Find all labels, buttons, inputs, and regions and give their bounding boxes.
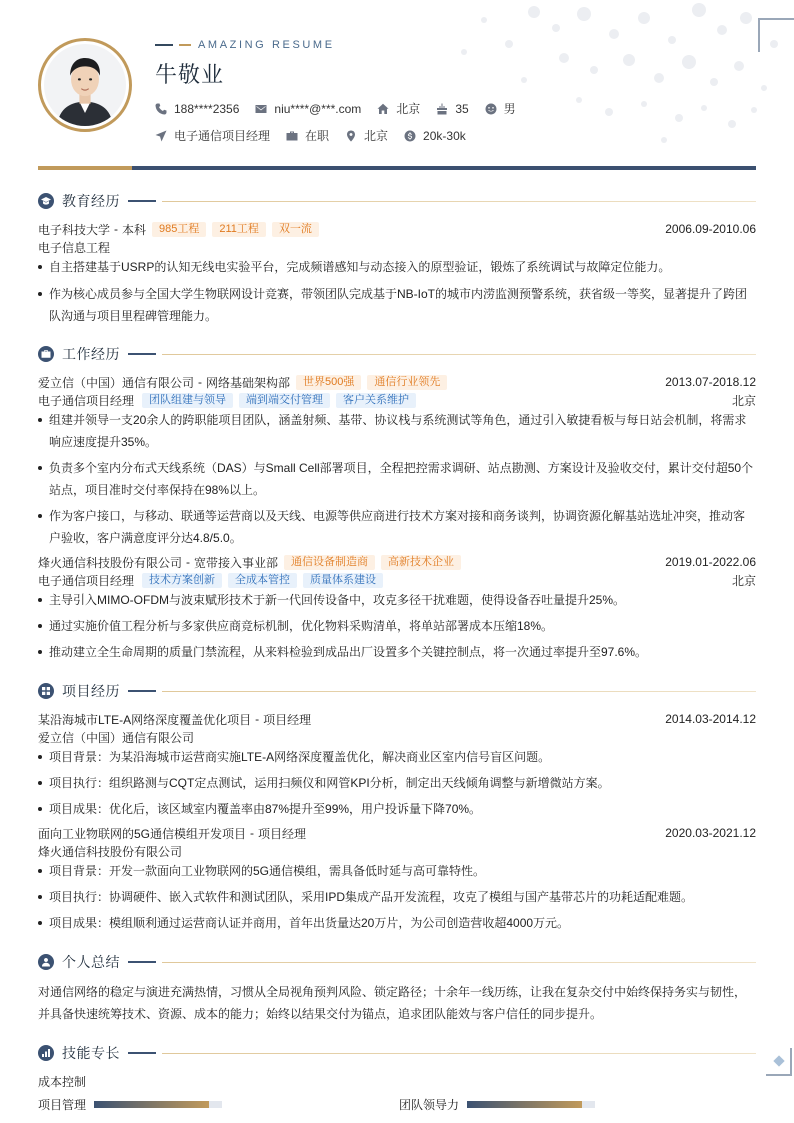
work-city: 北京 xyxy=(731,393,756,408)
list-item: 项目成果：模组顺利通过运营商认证并商用，首年出货量达20万片，为公司创造营收超4000万元。 xyxy=(38,912,756,934)
job-intent-row xyxy=(155,127,482,144)
home-icon xyxy=(377,103,389,115)
list-item: 通过实施价值工程分析与多家供应商竞标机制，优化物料采购清单，将单站部署成本压缩18%。 xyxy=(38,615,756,637)
list-item: 主导引入MIMO-OFDM与波束赋形技术于新一代回传设备中，攻克多径干扰难题，使得设备吞吐量提升25%。 xyxy=(38,589,756,611)
section-line-light xyxy=(162,201,756,202)
send-icon xyxy=(155,130,167,142)
status-text: 在职 xyxy=(305,129,330,143)
contact-info-row xyxy=(155,100,532,117)
email-text: niu****@***.com xyxy=(274,101,362,116)
section-line-dark xyxy=(128,961,156,963)
list-item: 自主搭建基于USRP的认知无线电实验平台，完成频谱感知与动态接入的原型验证，锻炼了系统调试与故障定位能力。 xyxy=(38,256,756,278)
work-title: 工作经历 xyxy=(62,346,120,362)
gender-item xyxy=(485,100,516,117)
graduation-cap-icon xyxy=(38,193,54,209)
education-section-header xyxy=(38,192,756,210)
project-company-row xyxy=(38,843,756,859)
salary-item xyxy=(404,129,466,143)
summary-section-header xyxy=(38,953,756,971)
project-name: 某沿海城市LTE-A网络深度覆盖优化项目 xyxy=(38,712,252,727)
list-item: 项目背景：开发一款面向工业物联网的5G通信模组，需具备低时延与高可靠特性。 xyxy=(38,860,756,882)
gender-text: 男 xyxy=(503,102,516,116)
project-date: 2020.03-2021.12 xyxy=(665,826,756,840)
role-tag: 技术方案创新 xyxy=(142,573,222,588)
role-tag: 客户关系维护 xyxy=(336,393,416,408)
major: 电子信息工程 xyxy=(38,240,111,255)
position-item xyxy=(155,127,270,144)
list-item: 组建并领导一支20余人的跨职能项目团队，涵盖射频、基带、协议栈与系统测试等角色，通过引入敏捷看板与每日站会机制，将需求响应速度提升35%。 xyxy=(38,409,756,453)
location-text: 北京 xyxy=(396,102,421,116)
cake-icon xyxy=(436,103,448,115)
age-text: 35 xyxy=(455,101,469,116)
work-role-row xyxy=(38,572,756,588)
education-title: 教育经历 xyxy=(62,193,120,209)
list-item: 作为核心成员参与全国大学生物联网设计竞赛，带领团队完成基于NB-IoT的城市内涝监测预警系统，获省级一等奖，显著提升了跨团队沟通与项目里程碑管理能力。 xyxy=(38,283,756,327)
section-line-light xyxy=(162,1053,756,1054)
section-line-dark xyxy=(128,200,156,202)
company-tag: 通信行业领先 xyxy=(367,375,447,390)
phone-item xyxy=(155,102,239,116)
company-name: 烽火通信科技股份有限公司 xyxy=(38,555,183,570)
work-company-row: 烽火通信科技股份有限公司 - 宽带接入事业部 通信设备制造商 高新技术企业 2019.01-2022.06 xyxy=(38,555,756,570)
school-tag: 985工程 xyxy=(152,222,206,237)
role-tag: 全成本管控 xyxy=(228,573,297,588)
skill-label: 成本控制 xyxy=(38,1075,87,1089)
project-row: 某沿海城市LTE-A网络深度覆盖优化项目 - 项目经理 2014.03-2014.12 xyxy=(38,712,756,727)
target-city-item xyxy=(345,127,388,144)
company-name: 爱立信（中国）通信有限公司 xyxy=(38,375,195,390)
section-line-light xyxy=(162,354,756,355)
list-item: 项目执行：组织路测与CQT定点测试，运用扫频仪和网管KPI分析，制定出天线倾角调整与新增微站方案。 xyxy=(38,772,756,794)
project-row: 面向工业物联网的5G通信模组开发项目 - 项目经理 2020.03-2021.12 xyxy=(38,826,756,841)
school-name: 电子科技大学 xyxy=(38,222,111,237)
education-row: 电子科技大学 - 本科 985工程 211工程 双一流 2006.09-2010.06 xyxy=(38,222,756,237)
email-item xyxy=(255,102,361,116)
salary-text: 20k-30k xyxy=(423,128,466,143)
skill-name: 团队领导力 xyxy=(399,1098,460,1112)
project-name: 面向工业物联网的5G通信模组开发项目 xyxy=(38,826,247,841)
email-icon xyxy=(255,103,267,115)
briefcase-icon xyxy=(38,346,54,362)
degree: 本科 xyxy=(122,222,147,237)
section-line-light xyxy=(162,691,756,692)
section-line-light xyxy=(162,962,756,963)
project-date: 2014.03-2014.12 xyxy=(665,712,756,726)
list-item: 项目背景：为某沿海城市运营商实施LTE-A网络深度覆盖优化，解决商业区室内信号盲区问题。 xyxy=(38,746,756,768)
school-tag: 双一流 xyxy=(272,222,319,237)
skill-name: 项目管理 xyxy=(38,1098,87,1112)
role-tag: 质量体系建设 xyxy=(303,573,383,588)
section-line-dark xyxy=(128,353,156,355)
skill-item xyxy=(399,1096,595,1113)
tagline-line-gold xyxy=(179,44,191,46)
summary-title: 个人总结 xyxy=(62,954,120,970)
work-role-row xyxy=(38,392,756,408)
skill-bar-fill xyxy=(94,1101,209,1108)
project-role: 项目经理 xyxy=(258,826,307,841)
job-title: 电子通信项目经理 xyxy=(38,573,135,588)
map-pin-icon xyxy=(345,130,357,142)
department: 宽带接入事业部 xyxy=(194,555,279,570)
avatar xyxy=(38,38,132,132)
skill-item xyxy=(38,1096,222,1113)
money-icon xyxy=(404,130,416,142)
corner-decoration-top xyxy=(758,18,794,52)
list-item: 项目执行：协调硬件、嵌入式软件和测试团队，采用IPD集成产品开发流程，攻克了模组与国产基带芯片的功耗适配难题。 xyxy=(38,886,756,908)
work-date: 2019.01-2022.06 xyxy=(665,555,756,569)
position-text: 电子通信项目经理 xyxy=(174,129,271,143)
smile-icon xyxy=(485,103,497,115)
work-city: 北京 xyxy=(731,573,756,588)
company-tag: 世界500强 xyxy=(296,375,361,390)
project-role: 项目经理 xyxy=(263,712,312,727)
project-company-row xyxy=(38,729,756,745)
briefcase-icon xyxy=(286,130,298,142)
list-item: 项目成果：优化后，该区域室内覆盖率由87%提升至99%，用户投诉量下降70%。 xyxy=(38,798,756,820)
header-divider xyxy=(38,166,756,170)
list-item: 推动建立全生命周期的质量门禁流程，从来料检验到成品出厂设置多个关键控制点，将一次通过率提升至97.6%。 xyxy=(38,641,756,663)
major-row xyxy=(38,239,756,255)
section-line-dark xyxy=(128,690,156,692)
avatar-photo xyxy=(44,44,126,126)
phone-icon xyxy=(155,103,167,115)
phone-text: 188****2356 xyxy=(174,101,240,116)
work-section-header xyxy=(38,345,756,363)
bar-chart-icon xyxy=(38,1045,54,1061)
grid-icon xyxy=(38,683,54,699)
section-line-dark xyxy=(128,1052,156,1054)
project-title: 项目经历 xyxy=(62,683,120,699)
education-date: 2006.09-2010.06 xyxy=(665,222,756,236)
target-city-text: 北京 xyxy=(364,129,389,143)
project-section-header xyxy=(38,682,756,700)
candidate-name: 牛敬业 xyxy=(155,62,225,87)
company-tag: 高新技术企业 xyxy=(381,555,461,570)
skills-section-header xyxy=(38,1044,756,1062)
department: 网络基础架构部 xyxy=(206,375,291,390)
tagline-line-dark xyxy=(155,44,173,46)
work-company-row: 爱立信（中国）通信有限公司 - 网络基础架构部 世界500强 通信行业领先 2013.07-2018.12 xyxy=(38,375,756,390)
location-item xyxy=(377,100,420,117)
role-tag: 团队组建与领导 xyxy=(142,393,233,408)
age-item xyxy=(436,102,468,116)
user-icon xyxy=(38,954,54,970)
role-tag: 端到端交付管理 xyxy=(239,393,330,408)
list-item: 负责多个室内分布式天线系统（DAS）与Small Cell部署项目，全程把控需求调研、站点勘测、方案设计及验收交付，累计交付超50个站点，项目准时交付率保持在98%以上。 xyxy=(38,457,756,501)
skills-title: 技能专长 xyxy=(62,1045,120,1061)
job-title: 电子通信项目经理 xyxy=(38,393,135,408)
project-company: 爱立信（中国）通信有限公司 xyxy=(38,730,195,745)
work-date: 2013.07-2018.12 xyxy=(665,375,756,389)
tagline-text: AMAZING RESUME xyxy=(198,39,335,51)
school-tag: 211工程 xyxy=(212,222,266,237)
company-tag: 通信设备制造商 xyxy=(284,555,375,570)
skill-bar xyxy=(94,1101,222,1108)
summary-text: 对通信网络的稳定与演进充满热情，习惯从全局视角预判风险、锁定路径；十余年一线历练，让我在复杂交付中始终保持务实与韧性，并具备快速统筹技术、资源、成本的能力；始终以结果交付为锚点，追求团队能效与客户信任的同步提升。 xyxy=(38,985,747,1021)
project-company: 烽火通信科技股份有限公司 xyxy=(38,844,183,859)
status-item xyxy=(286,127,329,144)
skill-bar xyxy=(467,1101,595,1108)
list-item: 作为客户接口，与移动、联通等运营商以及天线、电源等供应商进行技术方案对接和商务谈判，协调资源化解基站选址冲突，推动客户验收，客户满意度评分达4.8/5.0。 xyxy=(38,505,756,549)
tagline xyxy=(155,39,335,51)
skill-bar-fill xyxy=(467,1101,582,1108)
